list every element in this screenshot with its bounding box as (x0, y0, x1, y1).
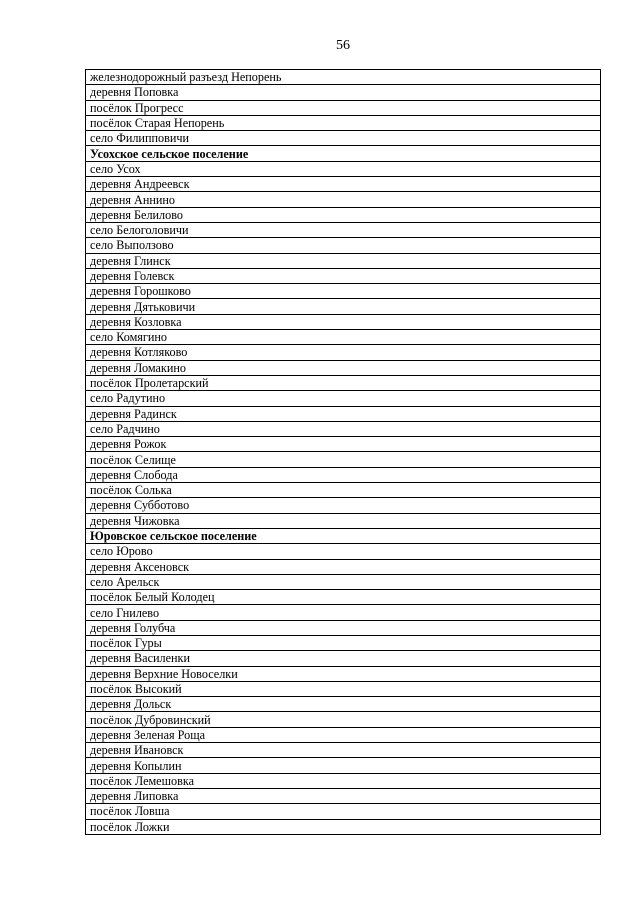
table-row (86, 544, 601, 559)
table-row (86, 819, 601, 834)
table-row (86, 421, 601, 436)
settlement-name-cell: село Усох (86, 161, 601, 176)
settlement-name-cell: село Филипповичи (86, 131, 601, 146)
table-row (86, 712, 601, 727)
table-row (86, 330, 601, 345)
table-row (86, 483, 601, 498)
table-row (86, 605, 601, 620)
settlement-name-cell: деревня Зеленая Роща (86, 727, 601, 742)
table-row (86, 574, 601, 589)
table-row (86, 268, 601, 283)
settlement-name-cell: посёлок Белый Колодец (86, 590, 601, 605)
table-row (86, 743, 601, 758)
settlements-table-body (86, 70, 601, 835)
table-row (86, 559, 601, 574)
settlements-table (85, 69, 601, 835)
table-row (86, 437, 601, 452)
settlement-name-cell: деревня Горошково (86, 284, 601, 299)
settlement-name-cell: деревня Дятьковичи (86, 299, 601, 314)
settlement-name-cell: деревня Василенки (86, 651, 601, 666)
settlement-name-cell: деревня Козловка (86, 314, 601, 329)
table-row (86, 452, 601, 467)
table-row (86, 391, 601, 406)
table-row (86, 666, 601, 681)
table-row (86, 635, 601, 650)
table-row (86, 345, 601, 360)
table-row (86, 697, 601, 712)
settlement-name-cell: деревня Аннино (86, 192, 601, 207)
table-row (86, 70, 601, 85)
settlement-name-cell: посёлок Дубровинский (86, 712, 601, 727)
table-row (86, 299, 601, 314)
settlement-name-cell: село Радчино (86, 421, 601, 436)
table-row (86, 100, 601, 115)
settlement-name-cell: железнодорожный разъезд Непорень (86, 70, 601, 85)
table-row (86, 406, 601, 421)
settlement-name-cell: посёлок Гуры (86, 635, 601, 650)
table-row (86, 314, 601, 329)
section-header-cell: Усохское сельское поселение (86, 146, 601, 161)
table-row (86, 498, 601, 513)
settlement-name-cell: деревня Голевск (86, 268, 601, 283)
table-row (86, 788, 601, 803)
settlement-name-cell: деревня Андреевск (86, 177, 601, 192)
settlement-name-cell: посёлок Солька (86, 483, 601, 498)
page-number: 56 (336, 38, 350, 53)
settlement-name-cell: село Выползово (86, 238, 601, 253)
table-row (86, 85, 601, 100)
table-row (86, 727, 601, 742)
table-row (86, 207, 601, 222)
table-row (86, 115, 601, 130)
settlement-name-cell: село Комягино (86, 330, 601, 345)
settlement-name-cell: деревня Белилово (86, 207, 601, 222)
settlement-name-cell: деревня Голубча (86, 620, 601, 635)
section-header-row (86, 146, 601, 161)
settlement-name-cell: посёлок Пролетарский (86, 375, 601, 390)
settlement-name-cell: деревня Липовка (86, 788, 601, 803)
settlement-name-cell: деревня Ломакино (86, 360, 601, 375)
table-row (86, 222, 601, 237)
settlement-name-cell: деревня Верхние Новоселки (86, 666, 601, 681)
settlement-name-cell: деревня Копылин (86, 758, 601, 773)
table-row (86, 773, 601, 788)
table-row (86, 513, 601, 528)
table-row (86, 131, 601, 146)
settlement-name-cell: деревня Дольск (86, 697, 601, 712)
settlement-name-cell: посёлок Высокий (86, 681, 601, 696)
table-row (86, 253, 601, 268)
table-row (86, 590, 601, 605)
settlement-name-cell: село Гнилево (86, 605, 601, 620)
settlement-name-cell: посёлок Лемешовка (86, 773, 601, 788)
table-row (86, 681, 601, 696)
settlement-name-cell: село Белоголовичи (86, 222, 601, 237)
settlement-name-cell: деревня Аксеновск (86, 559, 601, 574)
section-header-row (86, 528, 601, 543)
settlement-name-cell: деревня Рожок (86, 437, 601, 452)
settlement-name-cell: посёлок Прогресс (86, 100, 601, 115)
table-row (86, 360, 601, 375)
table-row (86, 467, 601, 482)
settlement-name-cell: село Юрово (86, 544, 601, 559)
table-row (86, 192, 601, 207)
settlement-name-cell: посёлок Ложки (86, 819, 601, 834)
settlement-name-cell: деревня Слобода (86, 467, 601, 482)
settlement-name-cell: посёлок Селище (86, 452, 601, 467)
table-row (86, 804, 601, 819)
table-row (86, 651, 601, 666)
table-row (86, 238, 601, 253)
table-row (86, 161, 601, 176)
table-row (86, 284, 601, 299)
section-header-cell: Юровское сельское поселение (86, 528, 601, 543)
settlement-name-cell: деревня Котляково (86, 345, 601, 360)
settlement-name-cell: деревня Глинск (86, 253, 601, 268)
table-row (86, 620, 601, 635)
table-row (86, 375, 601, 390)
settlement-name-cell: посёлок Старая Непорень (86, 115, 601, 130)
settlement-name-cell: деревня Субботово (86, 498, 601, 513)
settlement-name-cell: деревня Радинск (86, 406, 601, 421)
settlement-name-cell: деревня Ивановск (86, 743, 601, 758)
settlement-name-cell: деревня Поповка (86, 85, 601, 100)
table-row (86, 177, 601, 192)
settlement-name-cell: посёлок Ловша (86, 804, 601, 819)
table-row (86, 758, 601, 773)
settlement-name-cell: деревня Чижовка (86, 513, 601, 528)
settlement-name-cell: село Арельск (86, 574, 601, 589)
settlement-name-cell: село Радутино (86, 391, 601, 406)
